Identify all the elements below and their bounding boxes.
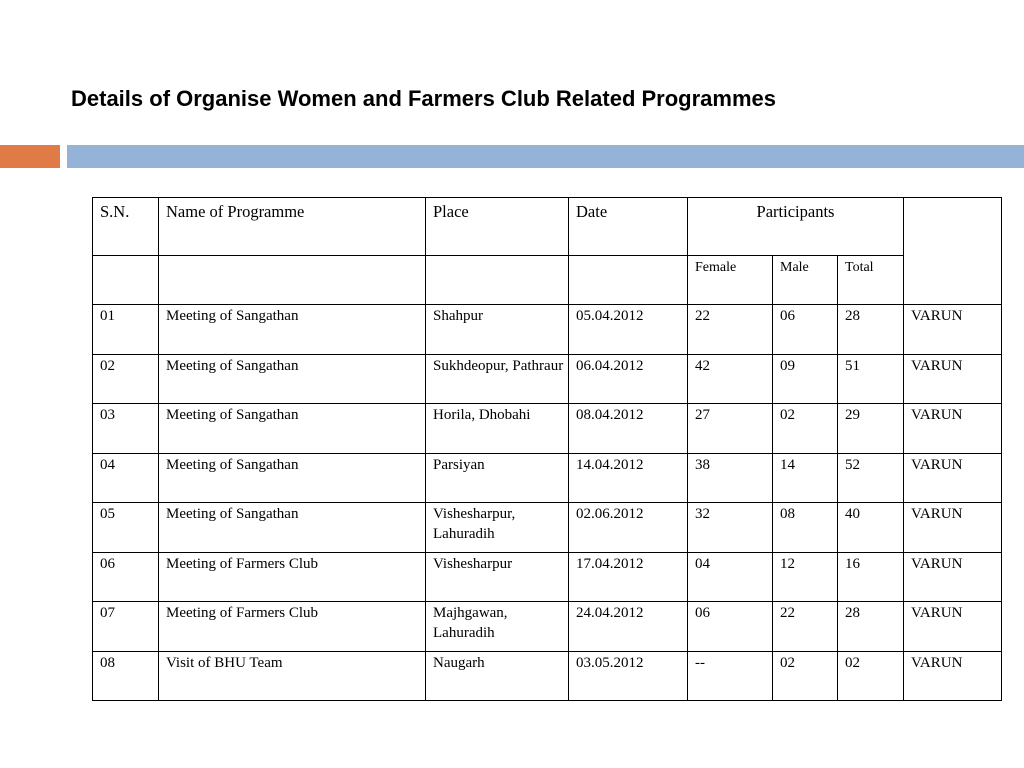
cell-total: 16	[838, 552, 904, 602]
subheader-row	[93, 256, 1002, 305]
cell-place: Majhgawan, Lahuradih	[426, 602, 569, 652]
cell-female: 27	[688, 404, 773, 454]
cell-female: --	[688, 651, 773, 701]
table-row	[93, 503, 1002, 553]
cell-date: 05.04.2012	[569, 305, 688, 355]
cell-date: 24.04.2012	[569, 602, 688, 652]
header-male: Male	[773, 256, 838, 305]
cell-name: Meeting of Sangathan	[159, 354, 426, 404]
cell-by: VARUN	[904, 602, 1002, 652]
cell-total: 28	[838, 305, 904, 355]
table-body	[93, 198, 1002, 701]
cell-date: 06.04.2012	[569, 354, 688, 404]
cell-place: Shahpur	[426, 305, 569, 355]
cell-by: VARUN	[904, 305, 1002, 355]
cell-place: Naugarh	[426, 651, 569, 701]
cell-by: VARUN	[904, 552, 1002, 602]
cell-place: Horila, Dhobahi	[426, 404, 569, 454]
cell-by: VARUN	[904, 453, 1002, 503]
cell-female: 32	[688, 503, 773, 553]
cell-female: 42	[688, 354, 773, 404]
cell-female: 04	[688, 552, 773, 602]
cell-male: 09	[773, 354, 838, 404]
cell-place: Sukhdeopur, Pathraur	[426, 354, 569, 404]
table-row	[93, 552, 1002, 602]
cell-by: VARUN	[904, 404, 1002, 454]
subheader-empty-date	[569, 256, 688, 305]
table-row	[93, 602, 1002, 652]
cell-name: Meeting of Sangathan	[159, 404, 426, 454]
cell-sn: 08	[93, 651, 159, 701]
cell-total: 40	[838, 503, 904, 553]
cell-by: VARUN	[904, 503, 1002, 553]
header-date: Date	[569, 198, 688, 256]
cell-name: Meeting of Farmers Club	[159, 552, 426, 602]
cell-total: 51	[838, 354, 904, 404]
header-blank	[904, 198, 1002, 305]
header-participants: Participants	[688, 198, 904, 256]
cell-male: 14	[773, 453, 838, 503]
cell-male: 06	[773, 305, 838, 355]
subheader-empty-sn	[93, 256, 159, 305]
header-place: Place	[426, 198, 569, 256]
accent-bar-blue	[67, 145, 1024, 168]
header-row	[93, 198, 1002, 256]
table-row	[93, 404, 1002, 454]
cell-total: 52	[838, 453, 904, 503]
header-name: Name of Programme	[159, 198, 426, 256]
cell-sn: 04	[93, 453, 159, 503]
cell-name: Meeting of Sangathan	[159, 503, 426, 553]
cell-total: 02	[838, 651, 904, 701]
cell-name: Visit of BHU Team	[159, 651, 426, 701]
cell-sn: 05	[93, 503, 159, 553]
cell-sn: 02	[93, 354, 159, 404]
table-row	[93, 453, 1002, 503]
cell-name: Meeting of Sangathan	[159, 305, 426, 355]
page-title: Details of Organise Women and Farmers Club Related Programmes	[71, 86, 777, 111]
cell-date: 08.04.2012	[569, 404, 688, 454]
cell-place: Vishesharpur, Lahuradih	[426, 503, 569, 553]
cell-date: 17.04.2012	[569, 552, 688, 602]
cell-date: 02.06.2012	[569, 503, 688, 553]
header-female: Female	[688, 256, 773, 305]
cell-name: Meeting of Farmers Club	[159, 602, 426, 652]
cell-total: 28	[838, 602, 904, 652]
header-sn: S.N.	[93, 198, 159, 256]
cell-male: 08	[773, 503, 838, 553]
cell-male: 02	[773, 404, 838, 454]
header-total: Total	[838, 256, 904, 305]
table-row	[93, 354, 1002, 404]
subheader-empty-place	[426, 256, 569, 305]
cell-date: 03.05.2012	[569, 651, 688, 701]
cell-sn: 01	[93, 305, 159, 355]
cell-sn: 06	[93, 552, 159, 602]
table-row	[93, 305, 1002, 355]
cell-male: 02	[773, 651, 838, 701]
cell-male: 12	[773, 552, 838, 602]
cell-date: 14.04.2012	[569, 453, 688, 503]
programmes-table	[92, 197, 1002, 701]
cell-place: Parsiyan	[426, 453, 569, 503]
cell-sn: 07	[93, 602, 159, 652]
cell-name: Meeting of Sangathan	[159, 453, 426, 503]
cell-by: VARUN	[904, 354, 1002, 404]
cell-female: 38	[688, 453, 773, 503]
cell-by: VARUN	[904, 651, 1002, 701]
table-row	[93, 651, 1002, 701]
cell-place: Vishesharpur	[426, 552, 569, 602]
cell-total: 29	[838, 404, 904, 454]
cell-sn: 03	[93, 404, 159, 454]
subheader-empty-name	[159, 256, 426, 305]
cell-female: 06	[688, 602, 773, 652]
accent-bar-orange	[0, 145, 60, 168]
cell-female: 22	[688, 305, 773, 355]
cell-male: 22	[773, 602, 838, 652]
